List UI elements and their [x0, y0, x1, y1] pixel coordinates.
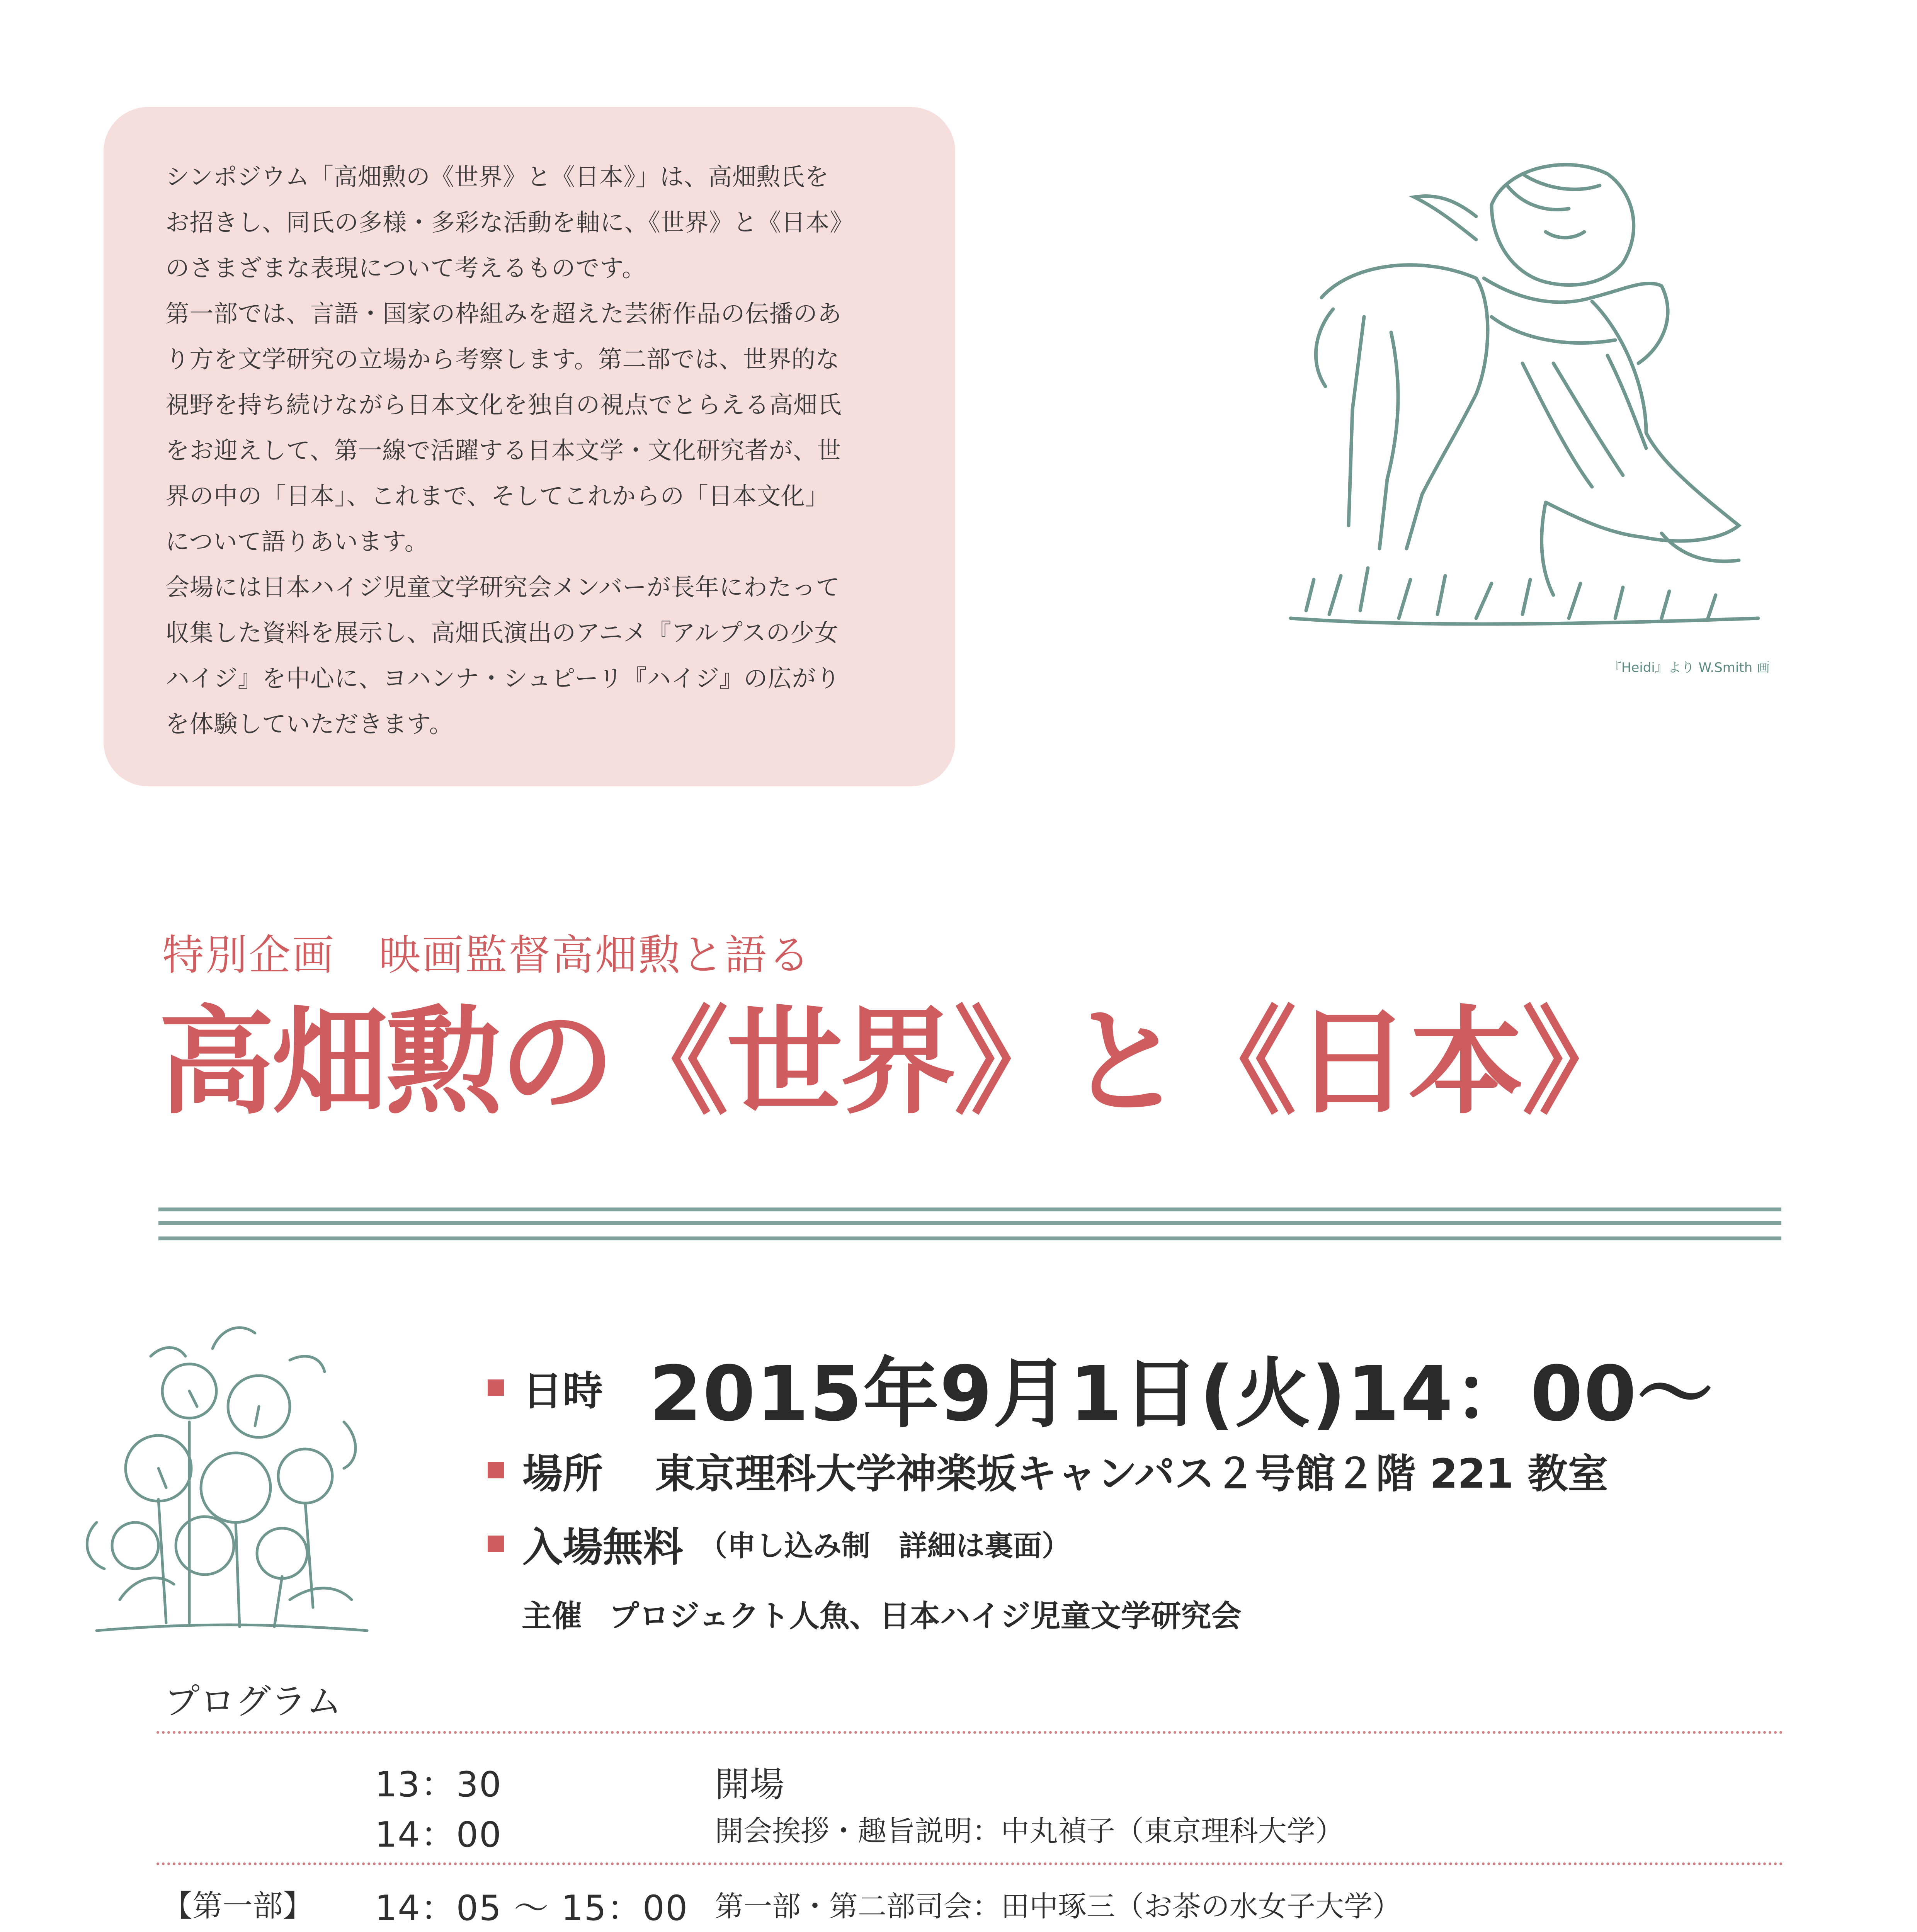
admission-note: （申し込み制 詳細は裏面） [699, 1529, 1071, 1563]
program-desc: 開会挨拶・趣旨説明：中丸禎子（東京理科大学） [715, 1815, 1344, 1848]
intro-line: り方を文学研究の立場から考察します。第二部では、世界的な [165, 345, 840, 373]
bullet-square-icon [488, 1536, 504, 1552]
intro-line: 会場には日本ハイジ児童文学研究会メンバーが長年にわたって [165, 573, 840, 601]
intro-line: 収集した資料を展示し、高畑氏演出のアニメ『アルプスの少女 [165, 619, 839, 647]
program-time: 13：30 [375, 1764, 502, 1805]
dotted-divider [156, 1862, 1783, 1865]
bullet-square-icon [488, 1462, 504, 1478]
illustration-caption: 『Heidi』より W.Smith 画 [1608, 660, 1770, 675]
venue-label: 場所 [522, 1450, 603, 1497]
intro-box [104, 107, 955, 786]
organizer-line [522, 1592, 1241, 1635]
intro-line: のさまざまな表現について考えるものです。 [165, 254, 646, 282]
intro-line: を体験していただきます。 [165, 710, 454, 738]
date-label: 日時 [522, 1367, 603, 1415]
program-time: 14：00 [375, 1815, 502, 1855]
intro-line: ハイジ』を中心に、ヨハンナ・シュピーリ『ハイジ』の広がり [165, 664, 840, 692]
title-rule-bottom [158, 1236, 1781, 1240]
intro-line: をお迎えして、第一線で活躍する日本文学・文化研究者が、世 [165, 436, 841, 464]
intro-line: 視野を持ち続けながら日本文化を独自の視点でとらえる高畑氏 [165, 391, 842, 419]
intro-line: お招きし、同氏の多様・多彩な活動を軸に、《世界》と《日本》 [165, 208, 854, 236]
title-rule-middle [158, 1221, 1781, 1225]
bullet-square-icon [488, 1379, 504, 1396]
event-subtitle: 特別企画 映画監督高畑勲と語る [162, 931, 812, 980]
event-date-row [488, 1333, 1714, 1442]
section-label-part1: 【第一部】 [162, 1889, 313, 1923]
program-heading: プログラム [164, 1681, 342, 1722]
heidi-goat-illustration [1275, 116, 1797, 665]
event-venue-row [488, 1441, 1608, 1499]
dotted-divider [156, 1731, 1783, 1734]
program-time: 14：05 ～ 15：00 [375, 1888, 689, 1929]
venue-value: 東京理科大学神楽坂キャンパス２号館２階 221 教室 [655, 1450, 1608, 1497]
talk1-label [413, 1930, 556, 1932]
program-desc: 開場 [715, 1764, 784, 1805]
intro-line: 界の中の「日本」、これまで、そしてこれからの「日本文化」 [165, 482, 829, 510]
intro-line: 第一部では、言語・国家の枠組みを超えた芸術作品の伝播のあ [165, 299, 842, 328]
intro-line: シンポジウム「高畑勲の《世界》と《日本》」は、高畑勲氏を [165, 163, 829, 191]
organizer-value: プロジェクト人魚、日本ハイジ児童文学研究会 [609, 1599, 1242, 1634]
organizer-label: 主催 [522, 1599, 582, 1634]
event-title: 高畑勲の《世界》と《日本》 [158, 995, 1635, 1130]
program-desc: 第一部・第二部司会：田中琢三（お茶の水女子大学） [715, 1890, 1401, 1923]
date-value: 2015年9月1日(火)14：00～ [649, 1350, 1714, 1438]
flower-illustration [73, 1306, 375, 1634]
intro-line: について語りあいます。 [165, 527, 429, 556]
event-admission-row [488, 1515, 1070, 1573]
title-rule-top [158, 1208, 1781, 1211]
admission-label: 入場無料 [522, 1524, 684, 1571]
